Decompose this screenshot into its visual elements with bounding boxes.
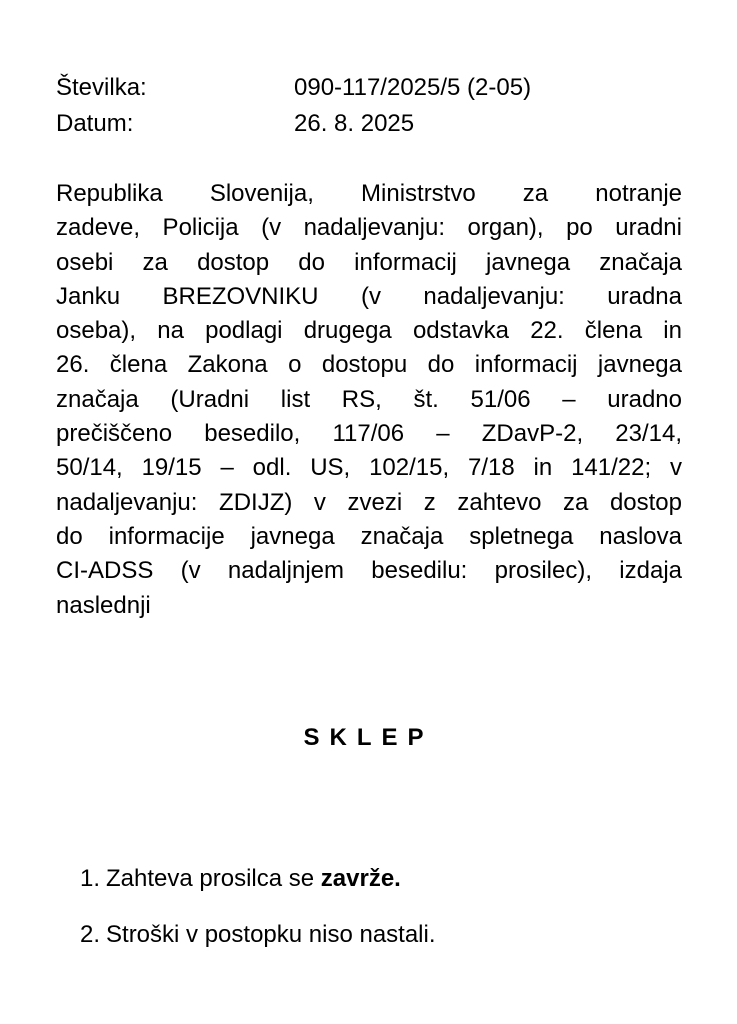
intro-line: osebi za dostop do informacij javnega značaja	[56, 248, 682, 276]
document-date-label: Datum:	[56, 110, 134, 137]
intro-line: nadaljevanju: ZDIJZ) v zvezi z zahtevo za dostop	[56, 488, 682, 516]
intro-line: oseba), na podlagi drugega odstavka 22. člena in	[56, 317, 682, 345]
intro-line: CI-ADSS (v nadaljnjem besedilu: prosilec), izdaja	[56, 557, 682, 585]
decision-heading: SKLEP	[303, 724, 434, 751]
decision-item-text: Stroški v postopku niso nastali.	[106, 921, 436, 948]
document-number-row	[56, 71, 696, 105]
document-number-label: Številka:	[56, 74, 147, 101]
intro-line: prečiščeno besedilo, 117/06 – ZDavP-2, 23/14,	[56, 420, 682, 448]
intro-line: značaja (Uradni list RS, št. 51/06 – uradno	[56, 385, 682, 413]
intro-paragraph	[56, 177, 682, 623]
decision-item-text: Zahteva prosilca se	[106, 865, 321, 892]
decision-item-number: 2.	[80, 921, 101, 948]
document-number-value: 090-117/2025/5 (2-05)	[294, 74, 532, 101]
intro-line: Republika Slovenija, Ministrstvo za notranje	[56, 180, 682, 207]
document-date-value: 26. 8. 2025	[294, 110, 415, 137]
intro-line: naslednji	[56, 591, 151, 619]
decision-item-number: 1.	[80, 865, 101, 892]
decision-item-2	[80, 918, 436, 952]
intro-line: Janku BREZOVNIKU (v nadaljevanju: uradna	[56, 282, 682, 310]
decision-item-1	[80, 862, 401, 896]
intro-line: 50/14, 19/15 – odl. US, 102/15, 7/18 in 141/22; v	[56, 454, 682, 482]
intro-line: zadeve, Policija (v nadaljevanju: organ), po uradni	[56, 214, 682, 242]
intro-line: 26. člena Zakona o dostopu do informacij javnega	[56, 351, 682, 379]
intro-line: do informacije javnega značaja spletnega naslova	[56, 522, 682, 550]
decision-item-emphasis: zavrže.	[320, 865, 401, 892]
document-date-row	[56, 107, 696, 141]
